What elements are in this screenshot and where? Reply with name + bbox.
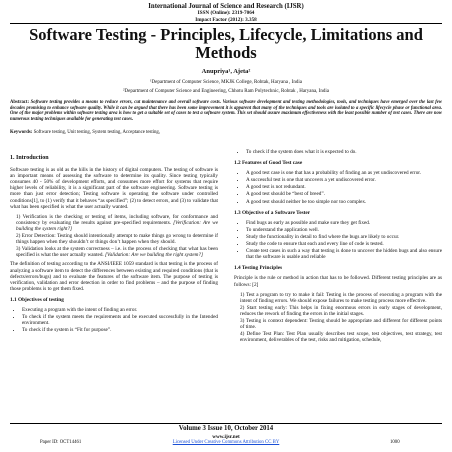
list-item: • A good test should neither be too simple nor too complex. — [246, 199, 442, 205]
list-item: 2) Error Detection: Testing should intentionally attempt to make things go wrong to determine if things happen when they shouldn’t or things don’t happen when they should. — [16, 233, 218, 246]
paper-id: Paper ID: OCT14461 — [40, 440, 82, 445]
list-item: 1) Verification is the checking or testing of items, including software, for conformance and consistency by evaluating the results against pre-specified requirements. [Verification: Are we building the system right?] — [16, 213, 219, 232]
subsection-heading-features: 1.2 Features of Good Test case — [234, 160, 303, 167]
tester-list — [234, 220, 442, 261]
subsection-heading-tester: 1.3 Objective of a Software Tester — [234, 209, 311, 216]
list-item: • A good test should be “best of breed”. — [246, 191, 442, 197]
keywords-label: Keywords: — [10, 130, 33, 135]
journal-name: International Journal of Science and Research (IJSR) — [148, 3, 304, 10]
section-heading-introduction: 1. Introduction — [10, 155, 49, 161]
subsection-heading-objectives: 1.1 Objectives of testing — [10, 296, 64, 303]
list-item: 4) Define Test Plan: Test Plan usually describes test scope, test objectives, test strategy, test environment, deliverables of the test, risks and mitigation, schedule, — [240, 331, 442, 344]
intro-paragraph-1: Software testing is as old as the hills in the history of digital computers. The testing of software is an important means of assessing the software to determine its quality. Since testing typically consumes 40 - 50% of development efforts, and consumes more effort for systems that require higher levels of reliability, it is a significant part of the software engineering. Software testing is more than just error detection; Testing software is operating the software under controlled conditions[1], to (1) verify that it behaves “as specified”; (2) to detect errors, and (3) to validate that what has been specified is what the user actually wanted. — [10, 167, 218, 210]
list-item: • Executing a program with the intent of finding an error. — [22, 307, 218, 313]
journal-url[interactable]: www.ijsr.net — [212, 434, 240, 440]
list-item: • To check if the system does what it is expected to do. — [246, 149, 442, 155]
paper-title: Software Testing - Principles, Lifecycle, Limitations and Methods — [29, 25, 423, 62]
subsection-heading-principles: 1.4 Testing Principles — [234, 265, 283, 272]
list-item: • A good test is not redundant. — [246, 184, 442, 190]
volume-issue: Volume 3 Issue 10, October 2014 — [178, 425, 274, 432]
abstract — [10, 100, 442, 123]
header-rule — [10, 23, 442, 24]
list-item: • Study the code to ensure that each and every line of code is tested. — [246, 241, 442, 247]
intro-paragraph-2: The definition of testing according to the ANSI/IEEE 1059 standard is that testing is the process of analyzing a software item to detect the differences between existing and required conditions (that is defects/errors/bugs) and to evaluate the features of the software item. The purpose of testing is verification, validation and error detection in order to find problems – and the purpose of finding those problems is to get them fixed. — [10, 261, 218, 292]
list-item: • Study the functionality in detail to find where the bugs are likely to occur. — [246, 234, 442, 240]
authors: Anupriya¹, Ajeta² — [201, 68, 251, 75]
page-number: 1000 — [390, 440, 400, 445]
features-list — [234, 170, 442, 204]
objectives-list-continued — [234, 149, 442, 155]
right-column — [234, 149, 442, 346]
list-item: 1) Test a program to try to make it fail: Testing is the process of executing a program with the intent of finding errors. We should expose failures to make testing process more effective. — [240, 291, 442, 304]
principles-list — [234, 292, 442, 344]
affiliation-2: ²Department of Computer Science and Engineering, Chhotu Ram Polytechnic, Rohtak , Haryana, India — [123, 89, 329, 94]
affiliation-1: ¹Department of Computer Science, MKJK College, Rohtak, Haryana , India — [150, 80, 302, 85]
list-item: • A successful test is one that uncovers a yet undiscovered error. — [246, 177, 442, 183]
footer-rule — [10, 423, 442, 424]
list-item: • A good test case is one that has a probability of finding an as yet undiscovered error. — [246, 170, 442, 176]
left-column — [10, 149, 218, 336]
list-item: • Create test cases in such a way that testing is done to uncover the hidden bugs and also ensure that the software is usable and reliable — [246, 248, 442, 260]
abstract-text: Software testing provides a means to reduce errors, cut maintenance and overall software costs. Various software development and testing methodologies, tools, and techniques have emerged over the last few decades promising to enhance software quality. While it can be argued that there has been some improvement it is apparent that many of the techniques and tools are isolated to a specific lifecycle phase or functional area. One of the major problems within software testing area is how to get a suitable set of cases to test a software system. This set should assure maximum effectiveness with the least possible number of test cases. There are now numerous testing techniques available for generating test cases. — [10, 100, 443, 123]
license-link[interactable]: Licensed Under Creative Commons Attribution CC BY — [172, 440, 280, 445]
impact-factor: Impact Factor (2012): 3.358 — [195, 17, 257, 23]
keywords — [10, 130, 442, 135]
keywords-text: Software testing, Unit testing, System testing, Acceptance testing, — [33, 130, 161, 135]
list-item: • To check if the system meets the requirements and be executed successfully in the Intended environment. — [22, 314, 218, 326]
objectives-list — [10, 307, 218, 333]
intro-numbered-list — [10, 214, 218, 259]
list-item: 2) Start testing early: This helps in fixing enormous errors in early stages of development, reduces the rework of finding the errors in the initial stages. — [240, 304, 442, 317]
list-item: 3) Validation looks at the system correctness – i.e. is the process of checking that what has been specified is what the user actually wanted. [Validation: Are we building the right system?] — [16, 246, 218, 259]
list-item: • To understand the application well. — [246, 227, 442, 233]
list-item: 3) Testing is context dependent: Testing should be appropriate and different for different points of time. — [240, 317, 442, 331]
principles-intro: Principle is the rule or method in action that has to be followed. Different testing principles are as follows: [2] — [234, 275, 442, 288]
list-item: • To check if the system is “Fit for purpose”. — [22, 327, 218, 333]
list-item: • Find bugs as early as possible and make sure they get fixed. — [246, 220, 442, 226]
issn: ISSN (Online): 2319-7064 — [197, 10, 255, 16]
abstract-label: Abstract: — [10, 100, 30, 105]
